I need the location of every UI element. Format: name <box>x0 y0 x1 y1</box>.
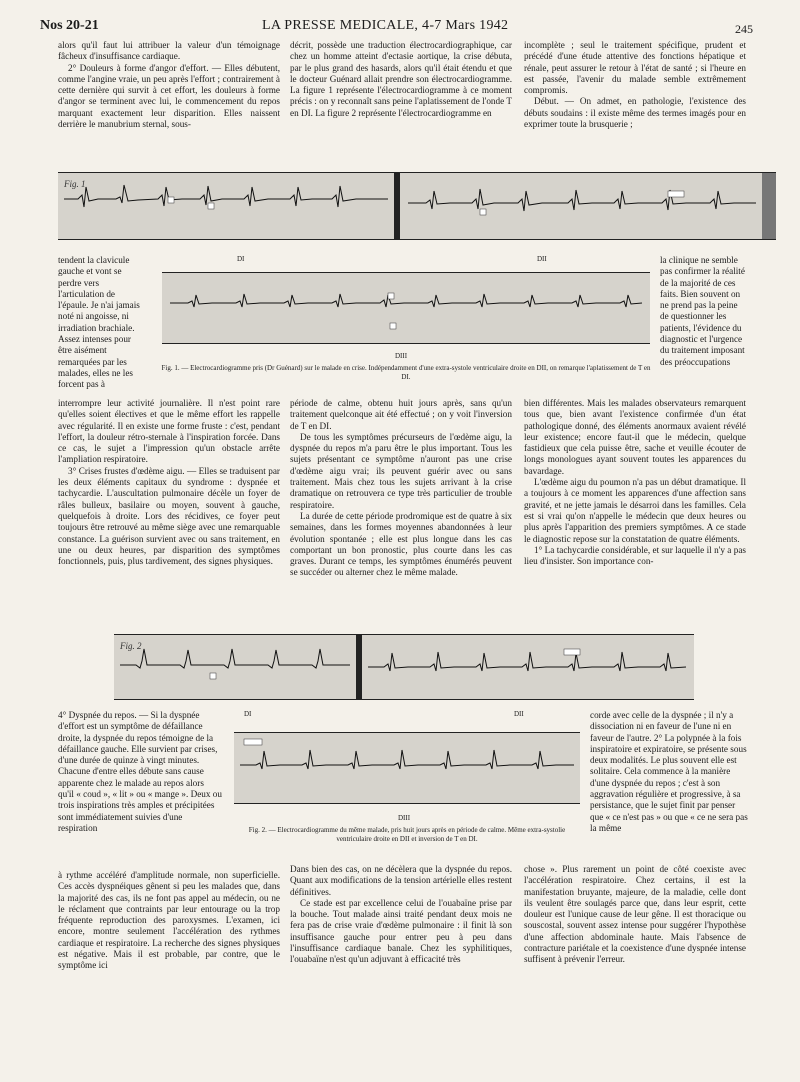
lead-label-di: DI <box>237 255 245 263</box>
figure-2-caption: Fig. 2. — Electrocardiogramme du même malade, pris huit jours après en période de calme. Même extra-systolie ventriculaire droite en DII et inversion de T en DI. <box>248 826 566 843</box>
ecg-strip-bottom <box>234 732 580 804</box>
fig2-left-wrap <box>58 710 222 834</box>
paragraph: décrit, possède une traduction électrocardiographique, car chez un homme atteint d'ectasie aortique, la crise débuta, par le plus grand des hasards, alors qu'il était étendu et que le docteur Guénard allait prendre son électrocardiogramme. La figure 1 représente l'électrocardiogramme à ce moment précis : on y reconnaît sans peine l'aplatissement de l'onde T en DI. La figure 2 représente l'électrocardiogramme en <box>290 40 512 118</box>
top-column-1 <box>58 40 280 130</box>
bottom-column-3 <box>524 864 746 966</box>
paragraph: la clinique ne semble pas confirmer la réalité de la majorité de ces faits. Bien souvent on ne prend pas la peine de questionner les patients, l'évidence du diagnostic et l'urgence du traitement imposant des préoccupations <box>660 255 745 367</box>
ecg-strip-bottom <box>162 272 650 344</box>
fig2-right-wrap <box>590 710 748 834</box>
page-number: 245 <box>735 22 753 36</box>
paragraph: interrompre leur activité journalière. Il n'est point rare qu'elles soient électives et que le même effort les rappelle avec régularité. Il en existe une forme fruste : c'est, pendant l'effort, la douleur rétro-sternale à l'inspiration forcée. Dans ce cas, le sujet a l'impression qu'un obstacle arrête l'ampliation respiratoire. <box>58 398 280 465</box>
paragraph: Dans bien des cas, on ne décèlera que la dyspnée du repos. Quant aux modifications de la tension artérielle elles restent définitives. <box>290 864 512 897</box>
lead-label-dii: DII <box>514 710 524 718</box>
figure-1-caption: Fig. 1. — Electrocardiogramme pris (Dr Guénard) sur le malade en crise. Indépendamment d'une extra-systole ventriculaire droite en DII, on remarque l'aplatissement de T en DI. <box>161 364 651 381</box>
paragraph: Ce stade est par excellence celui de l'ouabaïne prise par la bouche. Tout malade ainsi traité pendant deux mois ne fera pas de crise vraie d'œdème pulmonaire : il finit là son insuffisance gauche pour entrer peu à peu dans l'insuffisance cardiaque banale. Chez les syphilitiques, l'ouabaïne n'est qu'un adjuvant à efficacité très <box>290 897 512 965</box>
paragraph: L'œdème aigu du poumon n'a pas un début dramatique. Il a toujours à ce moment les apparences d'une affection sans gravité, et ne jette jamais le désarroi dans les familles. Cela est si vrai qu'on n'appelle le médecin que deux heures ou plus après l'apparition des premiers symptômes. A ce stade le diagnostic repose sur la constatation de quatre éléments. <box>524 477 746 544</box>
lead-label-diii: DIII <box>395 352 408 360</box>
ecg-trace <box>162 273 650 343</box>
paragraph: corde avec celle de la dyspnée ; il n'y a dissociation ni en faveur de l'une ni en faveur de l'autre. 2° La polypnée à la fois inspiratoire et expiratoire, se présente sous deux modalités. Le plus souvent elle est solitaire. Cela commence à la manière d'une dyspnée du repos ; c'est à son aggravation régulière et progressive, à sa persistance, que le sujet finit par penser que « ce n'est pas » ou que « ce ne sera pas la même <box>590 710 748 833</box>
paragraph: 2° Douleurs à forme d'angor d'effort. — Elles débutent, comme l'angine vraie, un peu après l'effort ; contrairement à cette dernière qui survit à cet effort, les douleurs à forme d'angor se terminent avec lui, le commencement du repos marquant exactement leur disparition. Elles naissent derrière le manubrium sternal, sous- <box>58 62 280 130</box>
paragraph: tendent la clavicule gauche et vont se perdre vers l'articulation de l'épaule. Je n'ai jamais noté ni angoisse, ni irradiation brachiale. Assez intenses pour être aisément remarquées par les malades, elles ne les forcent pas à <box>58 255 140 390</box>
paragraph: 3° Crises frustes d'œdème aigu. — Elles se traduisent par les deux éléments capitaux du syndrome : dyspnée et tachycardie. L'auscultation pulmonaire décèle un foyer de râles bulleux, basilaire ou moyen, souvent à gauche, quelquefois à droite. Lors des récidives, ce foyer peut toujours être retrouvé au même siège avec une remarquable constance. La guérison survient avec ou sans traitement, en une ou deux heures, par disparition des symptômes fonctionnels, puis, plus tardivement, des signes physiques. <box>58 465 280 567</box>
ecg-strip-top <box>58 172 776 240</box>
top-column-3 <box>524 40 746 130</box>
paragraph: alors qu'il faut lui attribuer la valeur d'un témoignage fâcheux d'insuffisance cardiaque. <box>58 40 280 62</box>
issue-number: Nos 20-21 <box>40 18 99 33</box>
paragraph: 1° La tachycardie considérable, et sur laquelle il n'y a pas lieu d'insister. Son importance con- <box>524 544 746 567</box>
fig1-right-wrap <box>660 255 748 368</box>
paragraph: à rythme accéléré d'amplitude normale, non superficielle. Ces accès dyspnéiques gênent si peu les malades que, dans la majorité des cas, ils ne font pas appel au médecin, ou ne le réclament que contraints par leur entourage ou la trop fréquente reproduction des paroxysmes. L'examen, ici encore, montre seulement l'accélération des rythmes cardiaque et respiratoire. La recherche des signes physiques est négative. Mais il est probable, par contre, que le symptôme ici <box>58 870 280 971</box>
paragraph: incomplète ; seul le traitement spécifique, prudent et précédé d'une étude attentive des fonctions hépatique et rénale, peut assurer le retour à l'état de santé ; si l'heure en est passée, l'avenir du malade semble extrêmement compromis. <box>524 40 746 96</box>
figure-strip-label: Fig. 1 <box>64 179 86 189</box>
lead-label-di: DI <box>244 710 252 718</box>
mid-column-3 <box>524 398 746 567</box>
paragraph: bien différentes. Mais les malades observateurs remarquent tous que, bien avant l'existence confirmée d'un état pathologique donné, des éléments anormaux avaient révélé leur existence; encore faut-il que le médecin, quelque fastidieux que cela puisse être, sache et veuille écouter de longs monologues ayant souvent toutes les apparences du bavardage. <box>524 398 746 476</box>
paragraph: période de calme, obtenu huit jours après, sans qu'un traitement quelconque ait été effectué ; on y voit l'inversion de T en DI. <box>290 398 512 431</box>
bottom-column-1 <box>58 870 280 972</box>
mid-column-1 <box>58 398 280 567</box>
top-column-2 <box>290 40 512 119</box>
lead-label-dii: DII <box>537 255 547 263</box>
paragraph: La durée de cette période prodromique est de quatre à six semaines, dans les formes moyennes abandonnées à leur évolution spontanée ; elle est plus longue dans les cas comportant un bon pronostic, plus courte dans les cas graves. Durant ce temps, les symptômes énumérés peuvent se succéder ou alterner chez le même malade. <box>290 510 512 578</box>
lead-label-diii: DIII <box>398 814 411 822</box>
ecg-strip-top <box>114 634 694 700</box>
mid-column-2 <box>290 398 512 579</box>
ecg-trace <box>58 173 776 239</box>
journal-title: LA PRESSE MEDICALE, 4-7 Mars 1942 <box>262 18 509 33</box>
ecg-trace <box>234 733 580 803</box>
fig1-left-wrap <box>58 255 146 391</box>
paragraph: 4° Dyspnée du repos. — Si la dyspnée d'effort est un symptôme de défaillance droite, la dyspnée du repos témoigne de la défaillance gauche. Elle survient par crises, d'une durée de quinze à vingt minutes. Chacune d'entre elles débute sans cause apparente chez le malade au repos alors qu'il « coud », « lit » ou « mange ». Deux ou trois inspirations très amples et précipitées sont immédiatement suivies d'une respiration <box>58 710 222 833</box>
paragraph: Début. — On admet, en pathologie, l'existence des débuts soudains : il existe même des termes imagés pour en exprimer toute la brusquerie ; <box>524 96 746 130</box>
ecg-trace <box>114 635 694 699</box>
bottom-column-2 <box>290 864 512 966</box>
paragraph: De tous les symptômes précurseurs de l'œdème aigu, la dyspnée du repos m'a paru être le plus important. Tous les sujets présentant ce symptôme n'auront pas une crise d'œdème aigu vrai; ils peuvent guérir avec ou sans traitement. Mais chez tous les sujets arrivant à la crise dramatique on retrouvera ce type très particulier de trouble respiratoire. <box>290 431 512 510</box>
paragraph: chose ». Plus rarement un point de côté coexiste avec l'accélération respiratoire. Chez certains, il est la manifestation bruyante, majeure, de la maladie, celle dont ils veulent être soulagés parce que, dans leur esprit, cette douleur est l'unique cause de leur gêne. Il est thoracique ou souscostal, souvent assez intense pour suggérer l'hypothèse d'une affection abdominale haute. Mais l'absence de contracture pariétale et la coexistence d'une dyspnée intense suffisent à prévenir l'erreur. <box>524 864 746 965</box>
figure-strip-label: Fig. 2 <box>120 641 142 651</box>
